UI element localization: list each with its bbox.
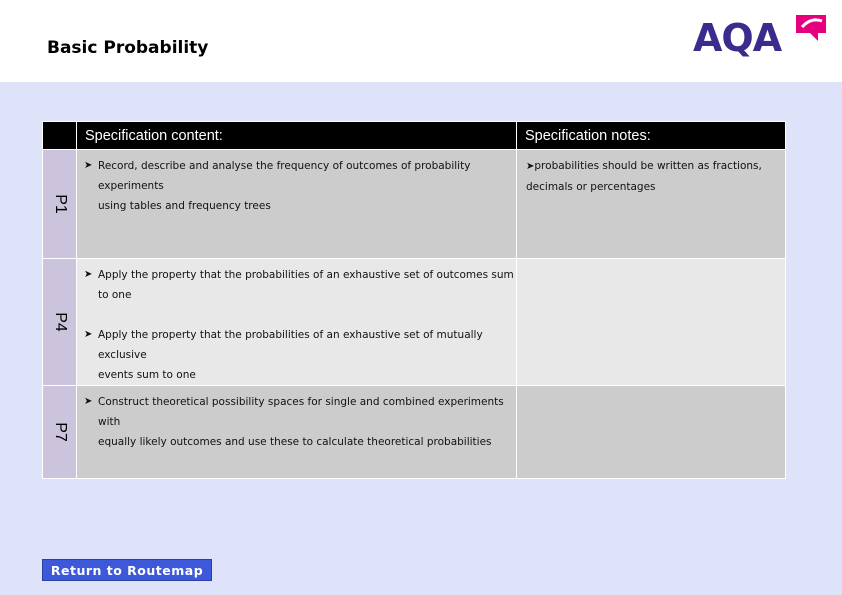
bullet-line: equally likely outcomes and use these to calculate theoretical probabilities	[98, 436, 492, 448]
table-header-row	[43, 122, 786, 150]
table-row	[43, 259, 786, 386]
notes-bullet	[517, 156, 785, 197]
page-title: Basic Probability	[47, 38, 209, 58]
notes-cell	[517, 386, 786, 479]
content-bullet	[77, 325, 516, 385]
arrow-bullet-icon: ➤	[84, 160, 93, 171]
table-row	[43, 150, 786, 259]
header-bar	[0, 0, 842, 82]
row-code-cell	[43, 259, 77, 386]
arrow-bullet-icon: ➤	[526, 161, 535, 172]
bullet-line: Apply the property that the probabilities of an exhaustive set of outcomes sum to one	[98, 269, 514, 301]
content-cell	[77, 259, 517, 386]
bullet-line: Construct theoretical possibility spaces for single and combined experiments with	[98, 396, 504, 428]
specification-notes-heading: Specification notes:	[525, 128, 651, 144]
bullet-line: using tables and frequency trees	[98, 200, 271, 212]
table-row	[43, 386, 786, 479]
row-code-label: P7	[51, 422, 69, 442]
aqa-logo	[693, 13, 829, 61]
arrow-bullet-icon: ➤	[84, 396, 93, 407]
bullet-line: Apply the property that the probabilities of an exhaustive set of mutually exclusive	[98, 329, 483, 361]
content-cell	[77, 386, 517, 479]
row-code-label: P4	[51, 312, 69, 332]
content-bullet	[77, 265, 516, 305]
header-notes-cell	[517, 122, 786, 150]
arrow-bullet-icon: ➤	[84, 329, 93, 340]
aqa-swoosh-icon	[794, 13, 828, 47]
notes-cell	[517, 259, 786, 386]
row-code-label: P1	[51, 194, 69, 214]
return-to-routemap-button[interactable]: Return to Routemap	[42, 559, 212, 581]
content-bullet	[77, 156, 516, 216]
header-content-cell	[77, 122, 517, 150]
content-bullet	[77, 392, 516, 452]
specification-table	[42, 121, 786, 479]
header-corner-cell	[43, 122, 77, 150]
bullet-line: events sum to one	[98, 369, 196, 381]
notes-line: probabilities should be written as fractions,	[534, 160, 762, 172]
bullet-line: Record, describe and analyse the frequency of outcomes of probability experiments	[98, 160, 471, 192]
specification-content-heading: Specification content:	[85, 128, 223, 144]
notes-line: decimals or percentages	[526, 181, 656, 193]
row-code-cell	[43, 386, 77, 479]
content-cell	[77, 150, 517, 259]
notes-cell	[517, 150, 786, 259]
row-code-cell	[43, 150, 77, 259]
logo-text: AQA	[693, 16, 782, 60]
arrow-bullet-icon: ➤	[84, 269, 93, 280]
